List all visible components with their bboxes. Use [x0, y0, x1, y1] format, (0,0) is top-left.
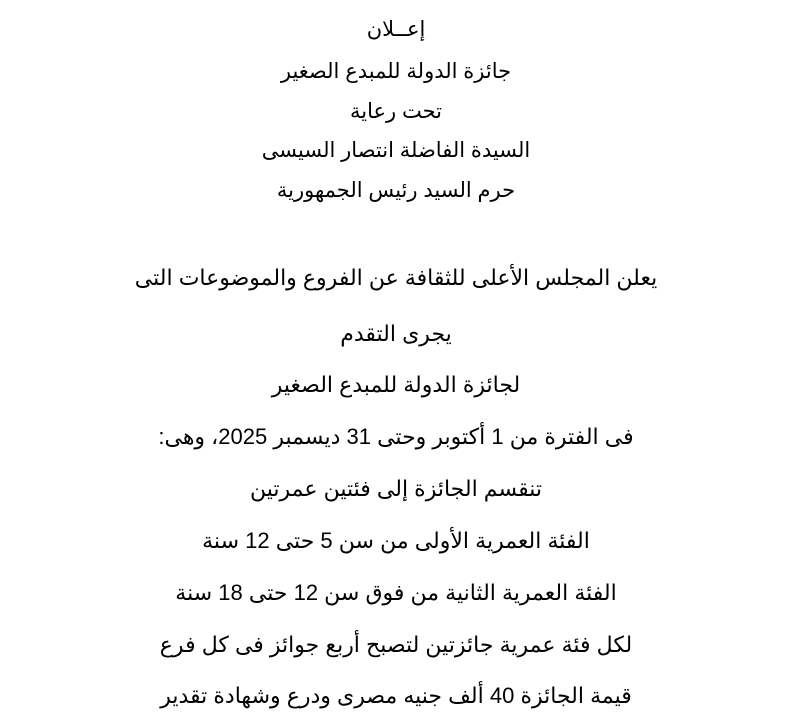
- patronage-line: تحت رعاية: [349, 100, 443, 123]
- announcement-title: إعــلان: [366, 18, 426, 41]
- body-line-1: يعلن المجلس الأعلى للثقافة عن الفروع والموضوعات التى: [134, 265, 658, 290]
- body-line-3: لجائزة الدولة للمبدع الصغير: [271, 372, 521, 397]
- patron-title: حرم السيد رئيس الجمهورية: [276, 179, 516, 202]
- body-line-4: فى الفترة من 1 أكتوبر وحتى 31 ديسمبر 2025، وهى:: [158, 424, 634, 449]
- body-line-2: يجرى التقدم: [340, 321, 452, 346]
- body-line-6: الفئة العمرية الأولى من سن 5 حتى 12 سنة: [202, 528, 590, 553]
- patron-name: السيدة الفاضلة انتصار السيسى: [261, 139, 531, 162]
- body-line-8: لكل فئة عمرية جائزتين لتصبح أربع جوائز فى كل فرع: [159, 632, 633, 657]
- body-line-7: الفئة العمرية الثانية من فوق سن 12 حتى 18 سنة: [175, 580, 617, 605]
- body-line-5: تنقسم الجائزة إلى فئتين عمرتين: [250, 476, 542, 501]
- prize-name: جائزة الدولة للمبدع الصغير: [280, 60, 512, 83]
- body-line-9: قيمة الجائزة 40 ألف جنيه مصرى ودرع وشهادة تقدير: [160, 683, 632, 708]
